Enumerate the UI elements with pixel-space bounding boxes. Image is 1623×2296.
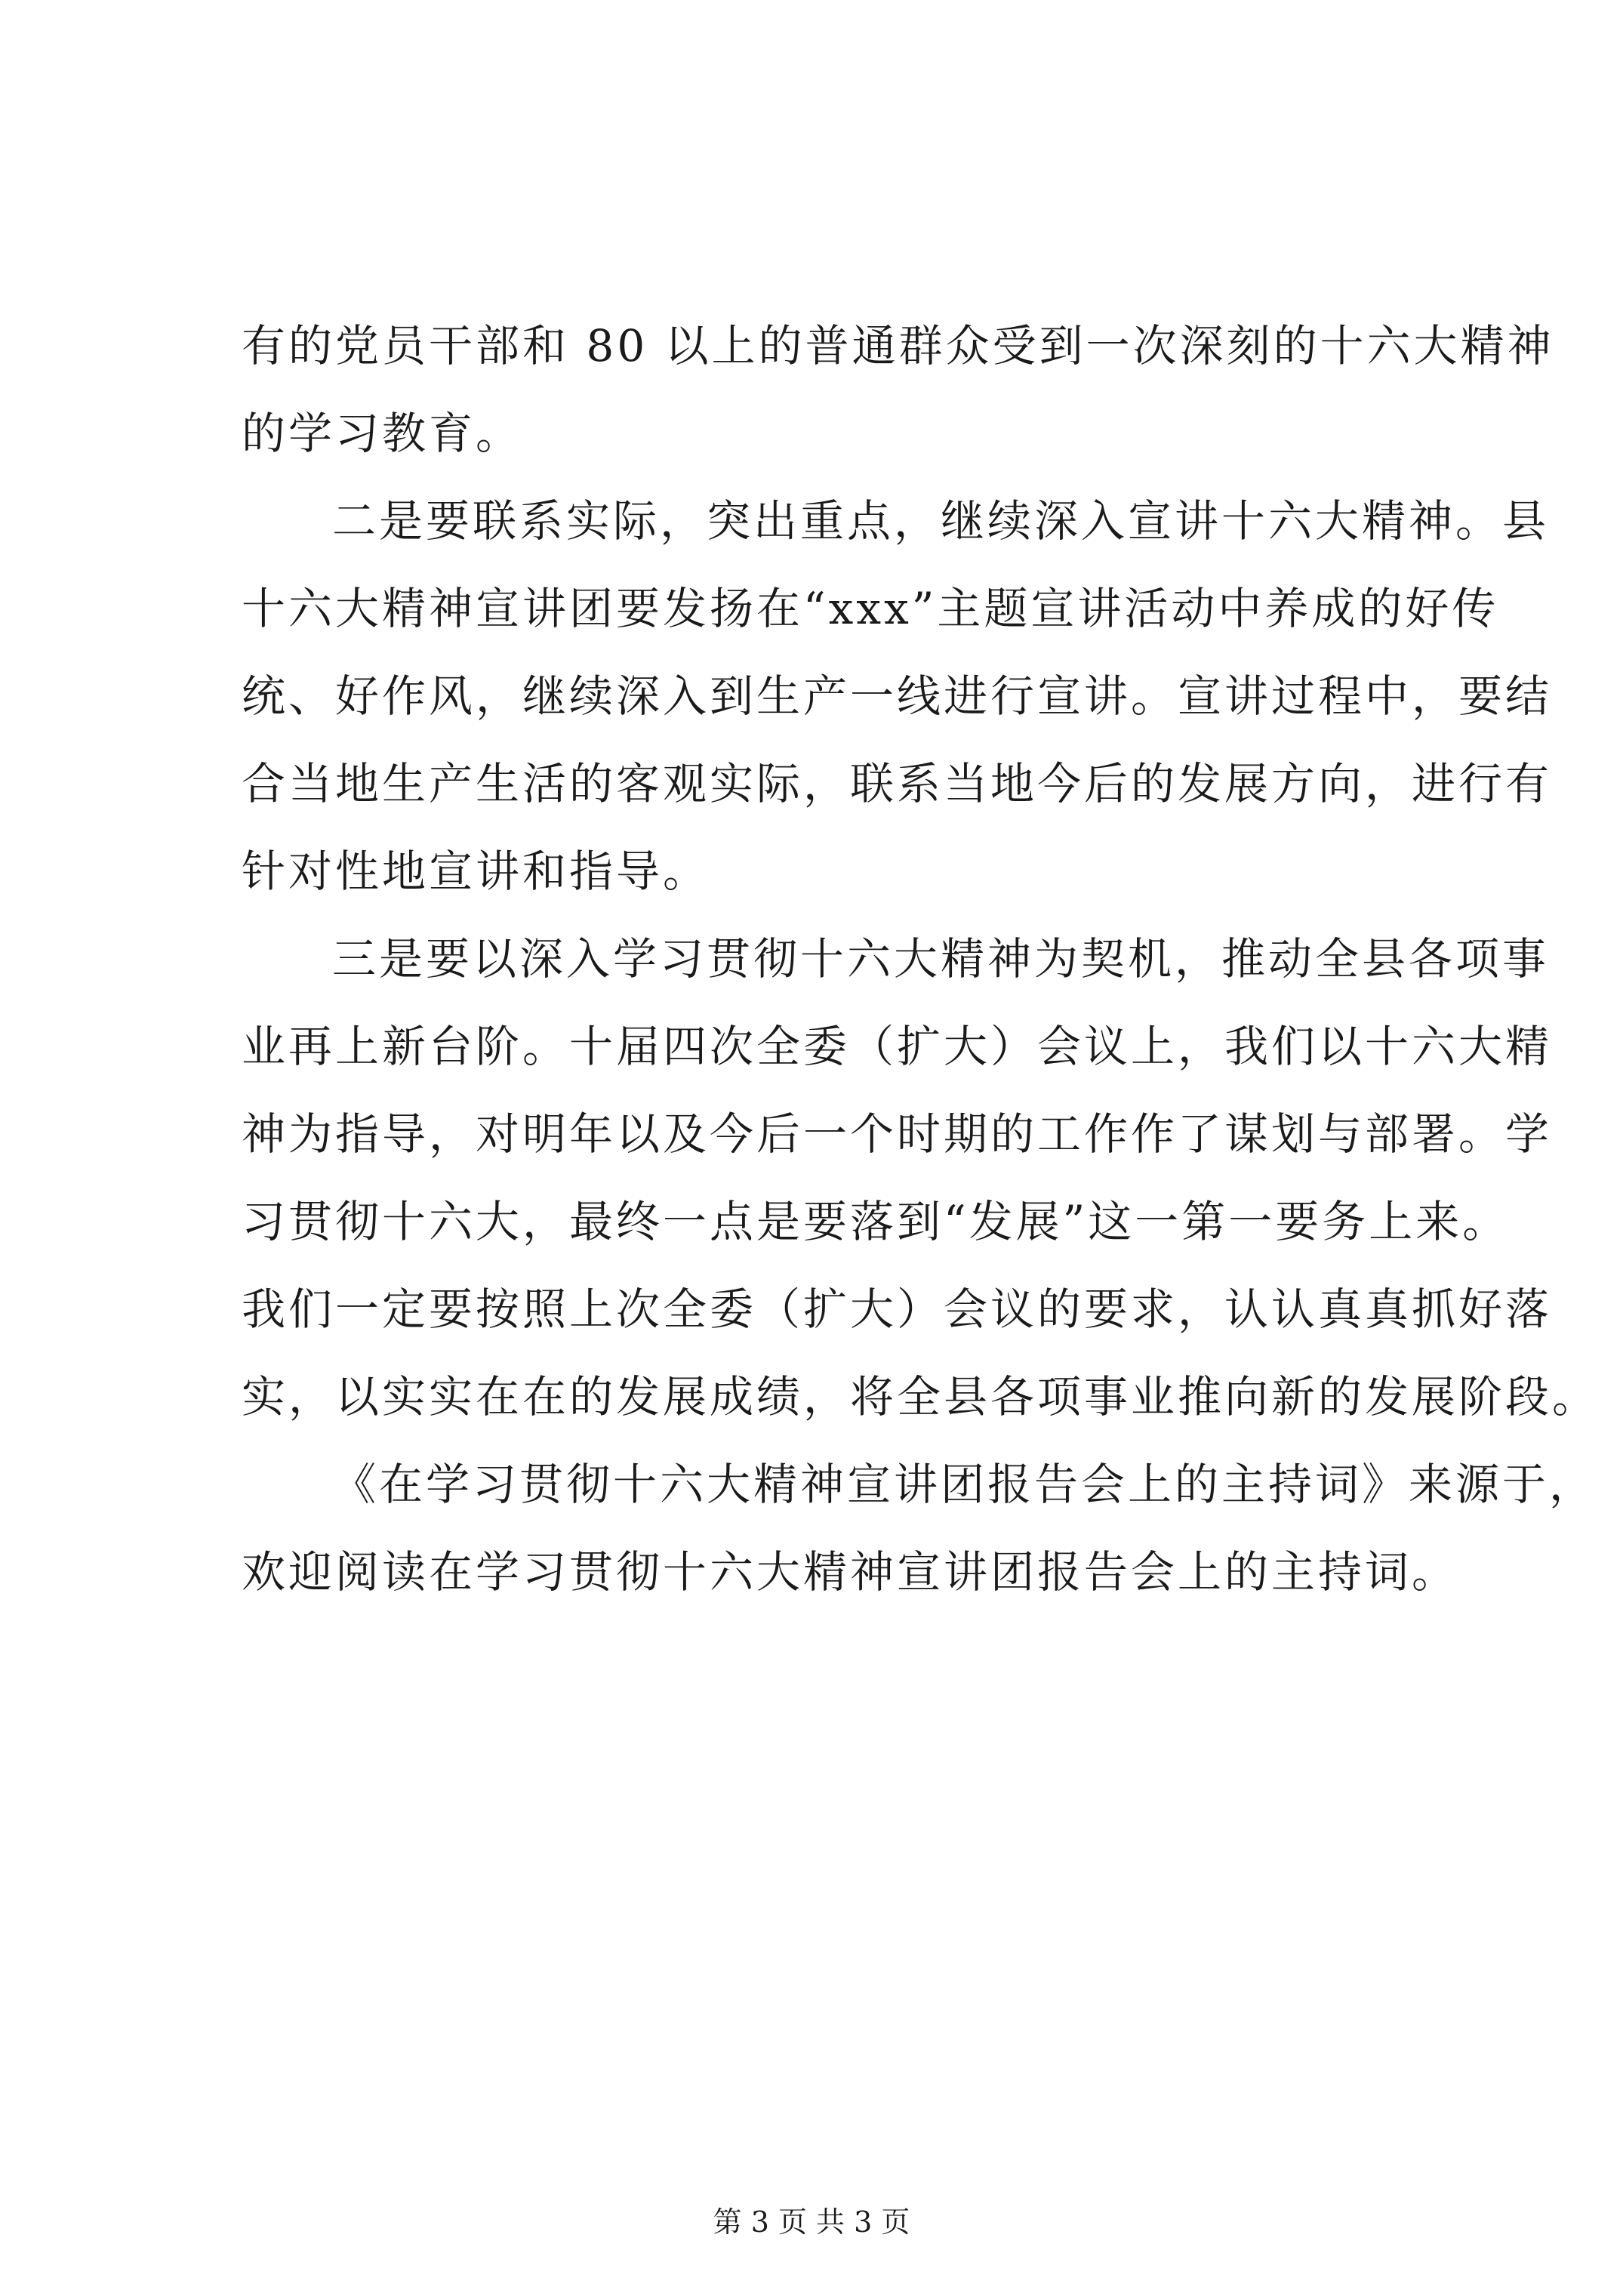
text-line: 二是要联系实际，突出重点，继续深入宣讲十六大精神。县 [332,495,1550,547]
text-line: 有的党员干部和 80 以上的普通群众受到一次深刻的十六大精神 [242,320,1554,371]
text-line: 我们一定要按照上次全委（扩大）会议的要求，认认真真抓好落 [242,1284,1553,1335]
paragraph-continuation [242,302,1554,477]
paragraph-source-note [242,1441,1597,1616]
paragraph-point-two [242,477,1553,915]
document-body [242,302,1600,1616]
text-line: 三是要以深入学习贯彻十六大精神为契机，推动全县各项事 [332,933,1550,985]
text-line: 十六大精神宣讲团要发扬在“xxx”主题宣讲活动中养成的好传 [242,583,1499,634]
paragraph-point-three [242,915,1600,1441]
text-line: 合当地生产生活的客观实际，联系当地今后的发展方向，进行有 [242,758,1553,809]
text-line: 的学习教育。 [242,408,523,459]
page-number-footer: 第 3 页 共 3 页 [713,2205,910,2239]
text-line: 《在学习贯彻十六大精神宣讲团报告会上的主持词》来源于， [332,1459,1597,1510]
text-line: 针对性地宣讲和指导。 [242,846,710,897]
text-line: 业再上新台阶。十届四次全委（扩大）会议上，我们以十六大精 [242,1021,1553,1072]
text-line: 习贯彻十六大，最终一点是要落到“发展”这一第一要务上来。 [242,1196,1510,1247]
text-line: 统、好作风，继续深入到生产一线进行宣讲。宣讲过程中，要结 [242,670,1553,722]
text-line: 欢迎阅读在学习贯彻十六大精神宣讲团报告会上的主持词。 [242,1546,1459,1598]
text-line: 神为指导，对明年以及今后一个时期的工作作了谋划与部署。学 [242,1108,1553,1160]
text-line: 实，以实实在在的发展成绩，将全县各项事业推向新的发展阶段。 [242,1371,1600,1422]
